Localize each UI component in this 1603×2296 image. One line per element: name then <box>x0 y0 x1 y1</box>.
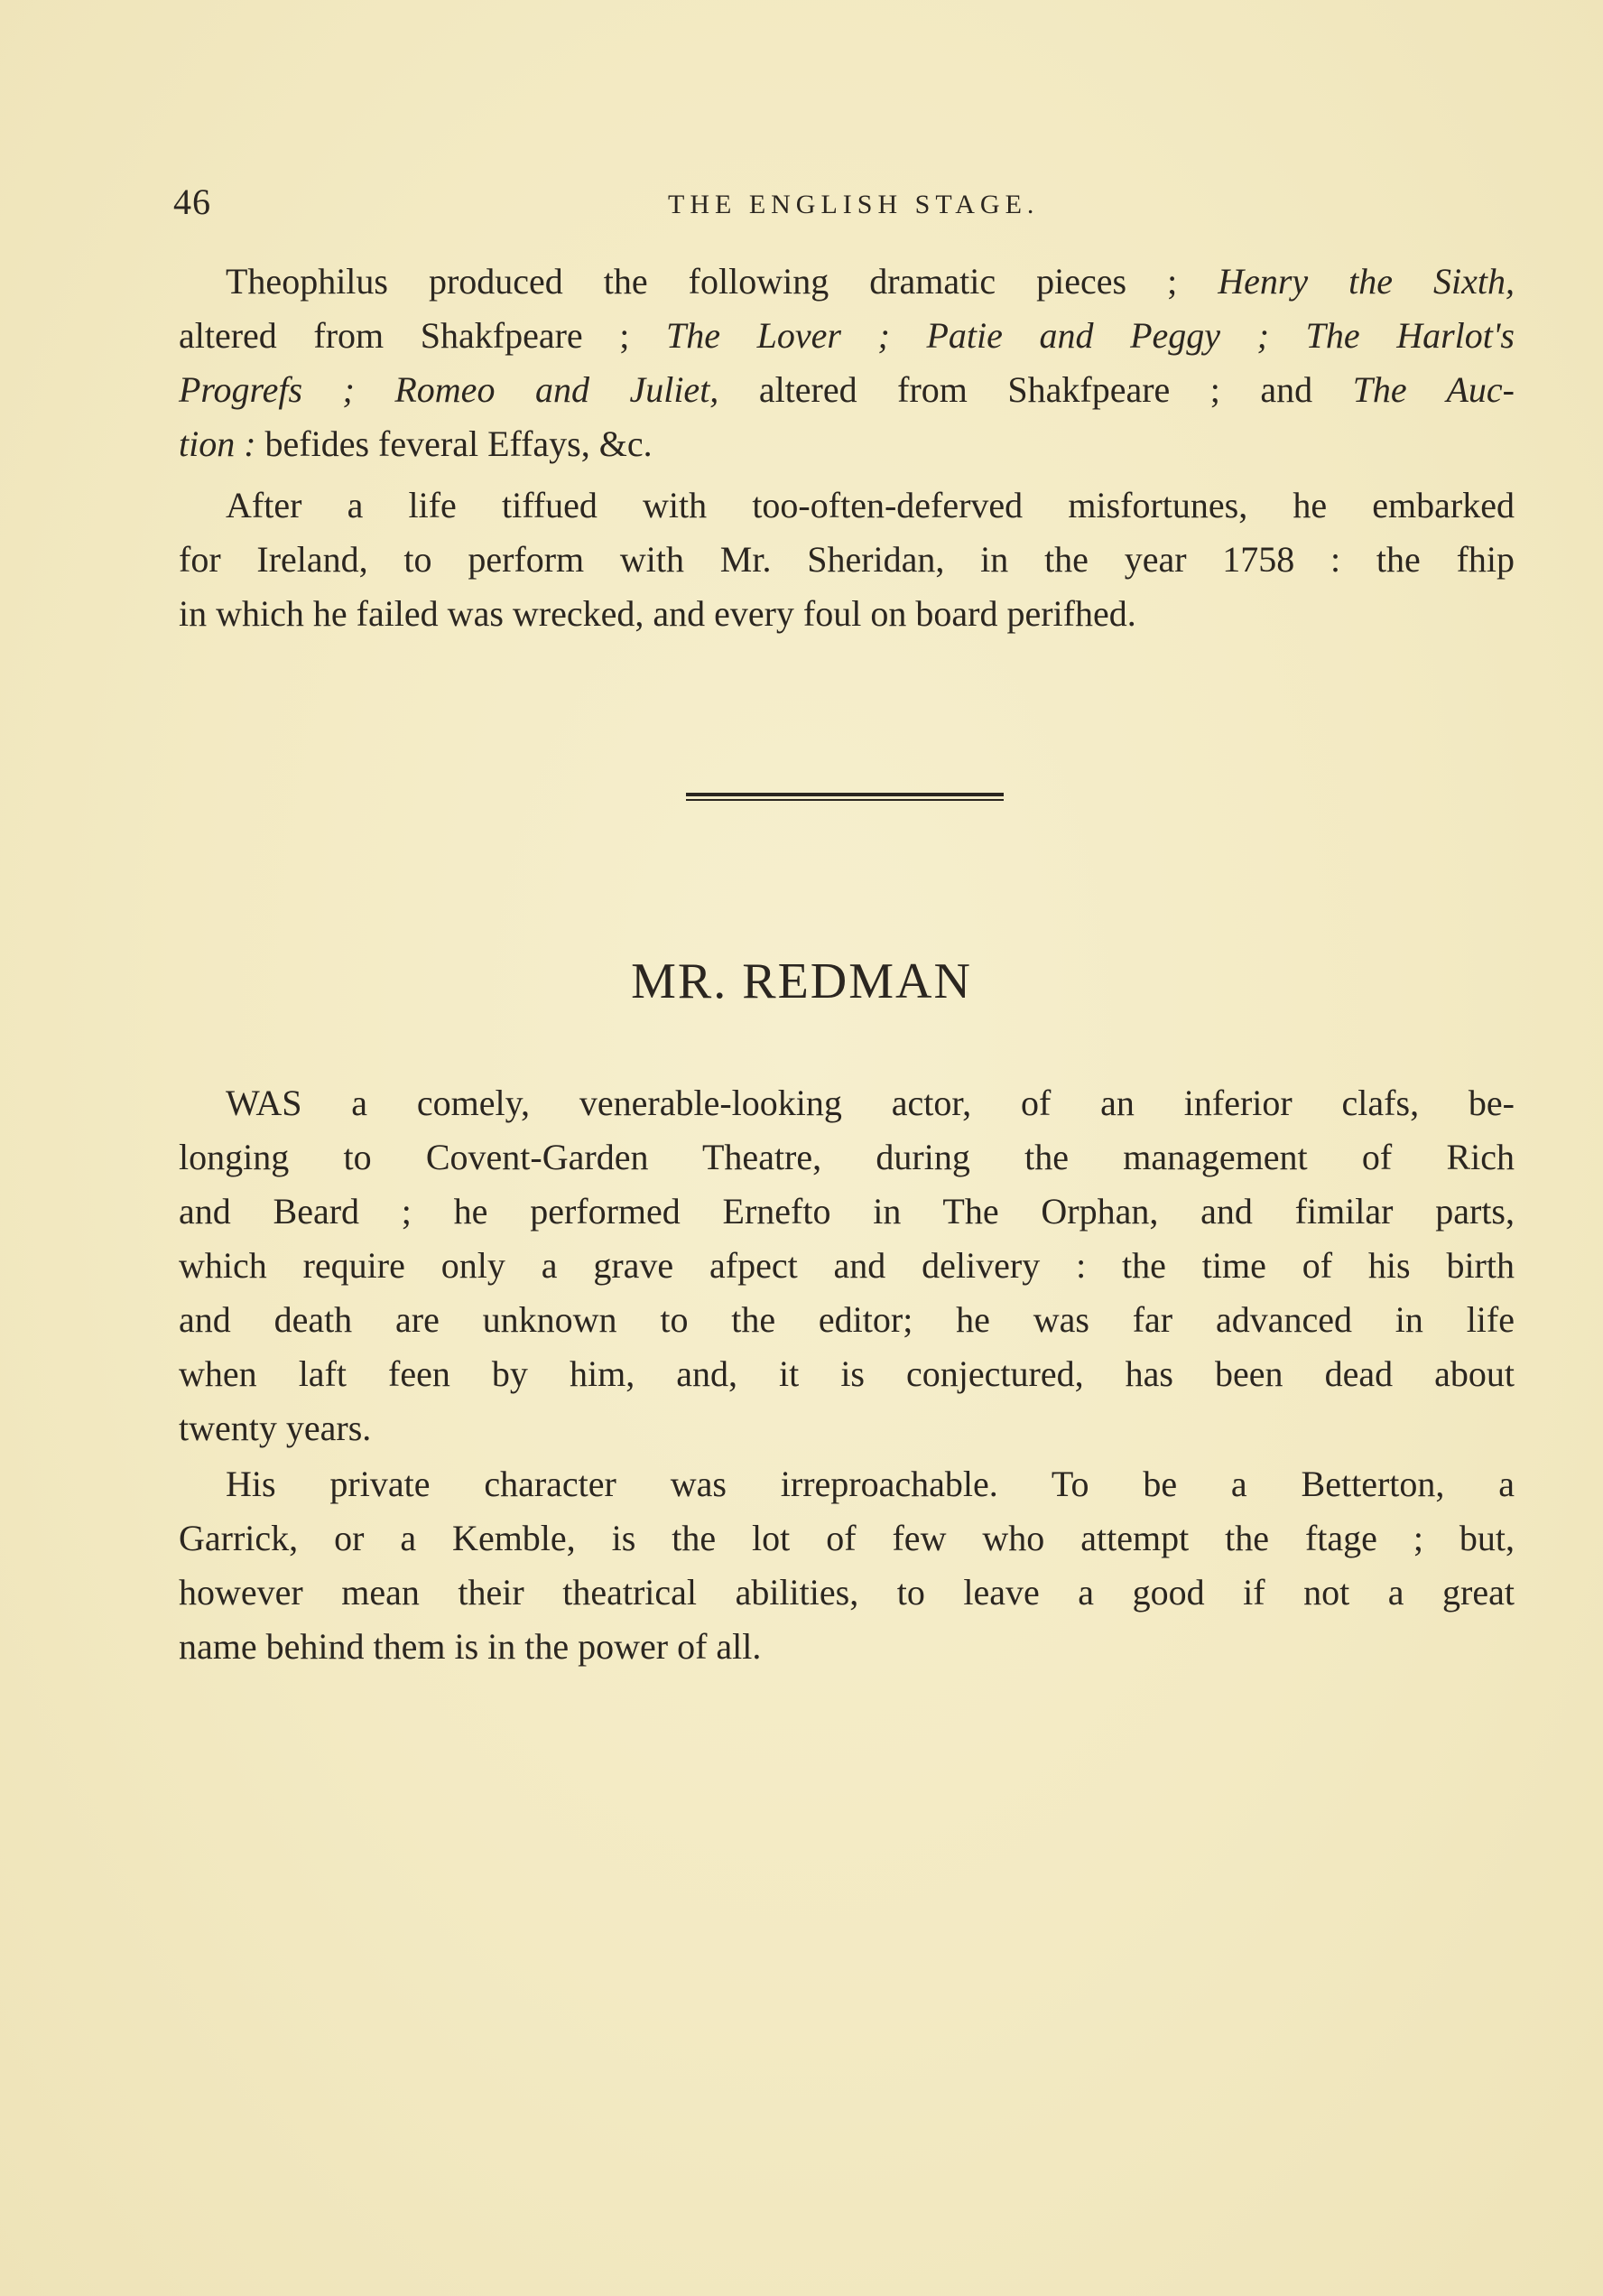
text-line: WAS a comely, venerable-looking actor, of an inferior clafs, be- <box>226 1083 1515 1123</box>
italic-title: Henry the Sixth, <box>1218 261 1515 302</box>
divider-thin-line <box>686 799 1004 801</box>
text-line: for Ireland, to perform with Mr. Sheridan, in the year 1758 : the fhip <box>179 539 1515 580</box>
text-line: and death are unknown to the editor; he was far advanced in life <box>179 1299 1515 1340</box>
running-title: THE ENGLISH STAGE. <box>668 190 1040 219</box>
section-divider <box>686 793 1004 802</box>
italic-title: tion : <box>179 423 256 464</box>
text-line: His private character was irreproachable. To be a Betterton, a <box>226 1464 1515 1504</box>
italic-title: The Auc- <box>1352 369 1515 410</box>
text-line: however mean their theatrical abilities, to leave a good if not a great <box>179 1572 1515 1613</box>
text-line <box>226 255 1515 309</box>
italic-title: The Lover ; Patie and Peggy ; The Harlot's <box>666 315 1515 356</box>
divider-thick-line <box>686 793 1004 796</box>
text-run: altered from Shakfpeare ; <box>179 315 667 356</box>
text-line: longing to Covent-Garden Theatre, during the management of Rich <box>179 1137 1515 1177</box>
text-run: befides feveral Effays, &c. <box>255 423 653 464</box>
text-run: altered from Shakfpeare ; and <box>718 369 1353 410</box>
text-line: which require only a grave afpect and delivery : the time of his birth <box>179 1245 1515 1286</box>
text-line <box>179 309 1515 363</box>
section-heading: MR. REDMAN <box>631 953 972 1009</box>
text-line: in which he failed was wrecked, and every foul on board perifhed. <box>179 593 1136 634</box>
text-line <box>179 363 1515 417</box>
text-line: twenty years. <box>179 1408 372 1448</box>
text-line: name behind them is in the power of all. <box>179 1626 762 1667</box>
text-line: Garrick, or a Kemble, is the lot of few who attempt the ftage ; but, <box>179 1518 1515 1558</box>
text-line: After a life tiffued with too-often-deferved misfortunes, he embarked <box>226 485 1515 525</box>
running-head <box>173 181 1509 235</box>
text-line: when laft feen by him, and, it is conjectured, has been dead about <box>179 1353 1515 1394</box>
text-line: and Beard ; he performed Ernefto in The Orphan, and fimilar parts, <box>179 1191 1515 1232</box>
page-number: 46 <box>173 181 211 222</box>
text-line <box>179 417 1515 471</box>
text-run: Theophilus produced the following dramatic pieces ; <box>226 261 1218 302</box>
italic-title: Progrefs ; Romeo and Juliet, <box>179 369 719 410</box>
